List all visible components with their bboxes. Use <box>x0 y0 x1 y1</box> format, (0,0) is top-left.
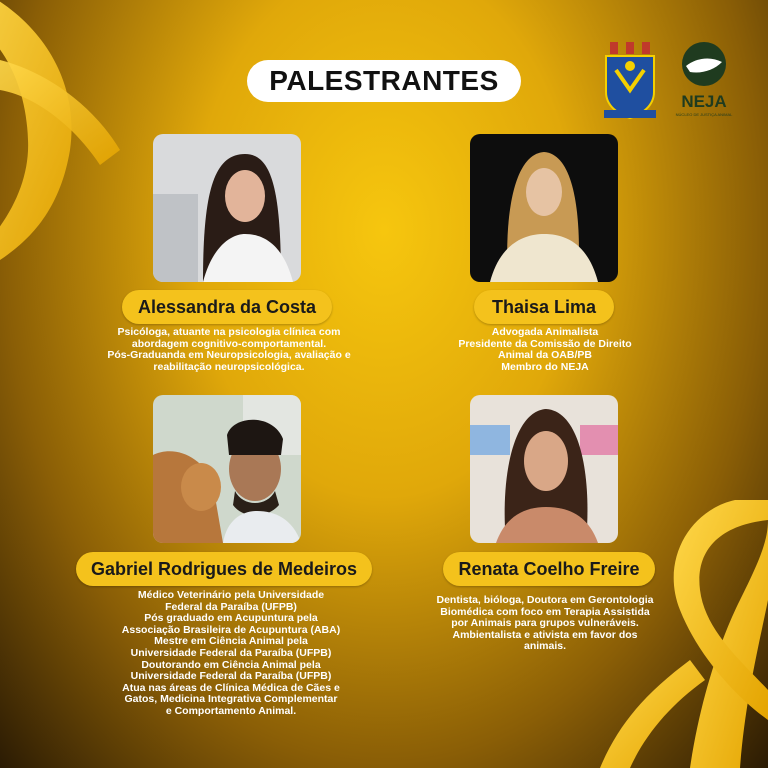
speaker-bio <box>410 595 680 653</box>
neja-name: NEJA <box>681 92 727 111</box>
bio-line: Psicóloga, atuante na psicologia clínica com <box>117 326 341 338</box>
bio-line: Biomédica com foco em Terapia Assistida <box>440 605 650 618</box>
speaker-name: Alessandra da Costa <box>122 290 332 324</box>
speaker-bio <box>86 590 376 718</box>
bio-line: Universidade Federal da Paraíba (UFPB) <box>130 670 332 683</box>
neja-subtitle: NÚCLEO DE JUSTIÇA ANIMAL <box>675 112 733 117</box>
bio-line: reabilitação neuropsicológica. <box>153 360 305 373</box>
speaker-photo-alessandra <box>153 134 301 282</box>
speaker-name: Thaisa Lima <box>474 290 614 324</box>
bio-line: e Comportamento Animal. <box>165 704 297 717</box>
person-photo-icon <box>153 134 301 282</box>
bio-line: Advogada Animalista <box>491 326 599 338</box>
ufpb-motto-banner <box>604 110 656 118</box>
bio-line: animais. <box>523 640 567 653</box>
bio-line: Doutorando em Ciência Animal pela <box>141 658 321 671</box>
bio-line: abordagem cognitivo-comportamental. <box>131 337 327 350</box>
bio-line: Médico Veterinário pela Universidade <box>137 589 325 601</box>
bio-line: Federal da Paraíba (UFPB) <box>165 600 297 613</box>
bio-line: Animal da OAB/PB <box>498 349 592 362</box>
speaker-bio <box>420 327 670 373</box>
bio-line: Universidade Federal da Paraíba (UFPB) <box>130 646 332 659</box>
speaker-photo-renata <box>470 395 618 543</box>
bio-line: Ambientalista e ativista em favor dos <box>452 628 638 641</box>
speaker-photo-gabriel <box>153 395 301 543</box>
bio-line: Atua nas áreas de Clínica Médica de Cães e <box>122 681 340 694</box>
bio-line: Pós-Graduanda em Neuropsicologia, avaliação e <box>107 349 351 362</box>
speaker-photo-thaisa <box>470 134 618 282</box>
speaker-bio <box>84 327 374 373</box>
bio-line: Associação Brasileira de Acupuntura (ABA) <box>121 623 341 636</box>
bio-line: Pós graduado em Acupuntura pela <box>144 612 318 625</box>
person-photo-icon <box>470 134 618 282</box>
page-title: PALESTRANTES <box>247 60 521 102</box>
bio-line: Gatos, Medicina Integrativa Complementar <box>124 693 338 706</box>
speaker-name: Renata Coelho Freire <box>443 552 655 586</box>
person-with-dog-photo-icon <box>153 395 301 543</box>
bio-line: Mestre em Ciência Animal pela <box>154 635 308 648</box>
bio-line: por Animais para grupos vulneráveis. <box>451 617 639 630</box>
bio-line: Presidente da Comissão de Direito <box>458 337 632 350</box>
bio-line: Membro do NEJA <box>501 360 589 373</box>
person-photo-icon <box>470 395 618 543</box>
bio-line: Dentista, bióloga, Doutora em Gerontologia <box>436 594 654 606</box>
speaker-name: Gabriel Rodrigues de Medeiros <box>76 552 372 586</box>
ufpb-crest-icon <box>602 40 658 120</box>
